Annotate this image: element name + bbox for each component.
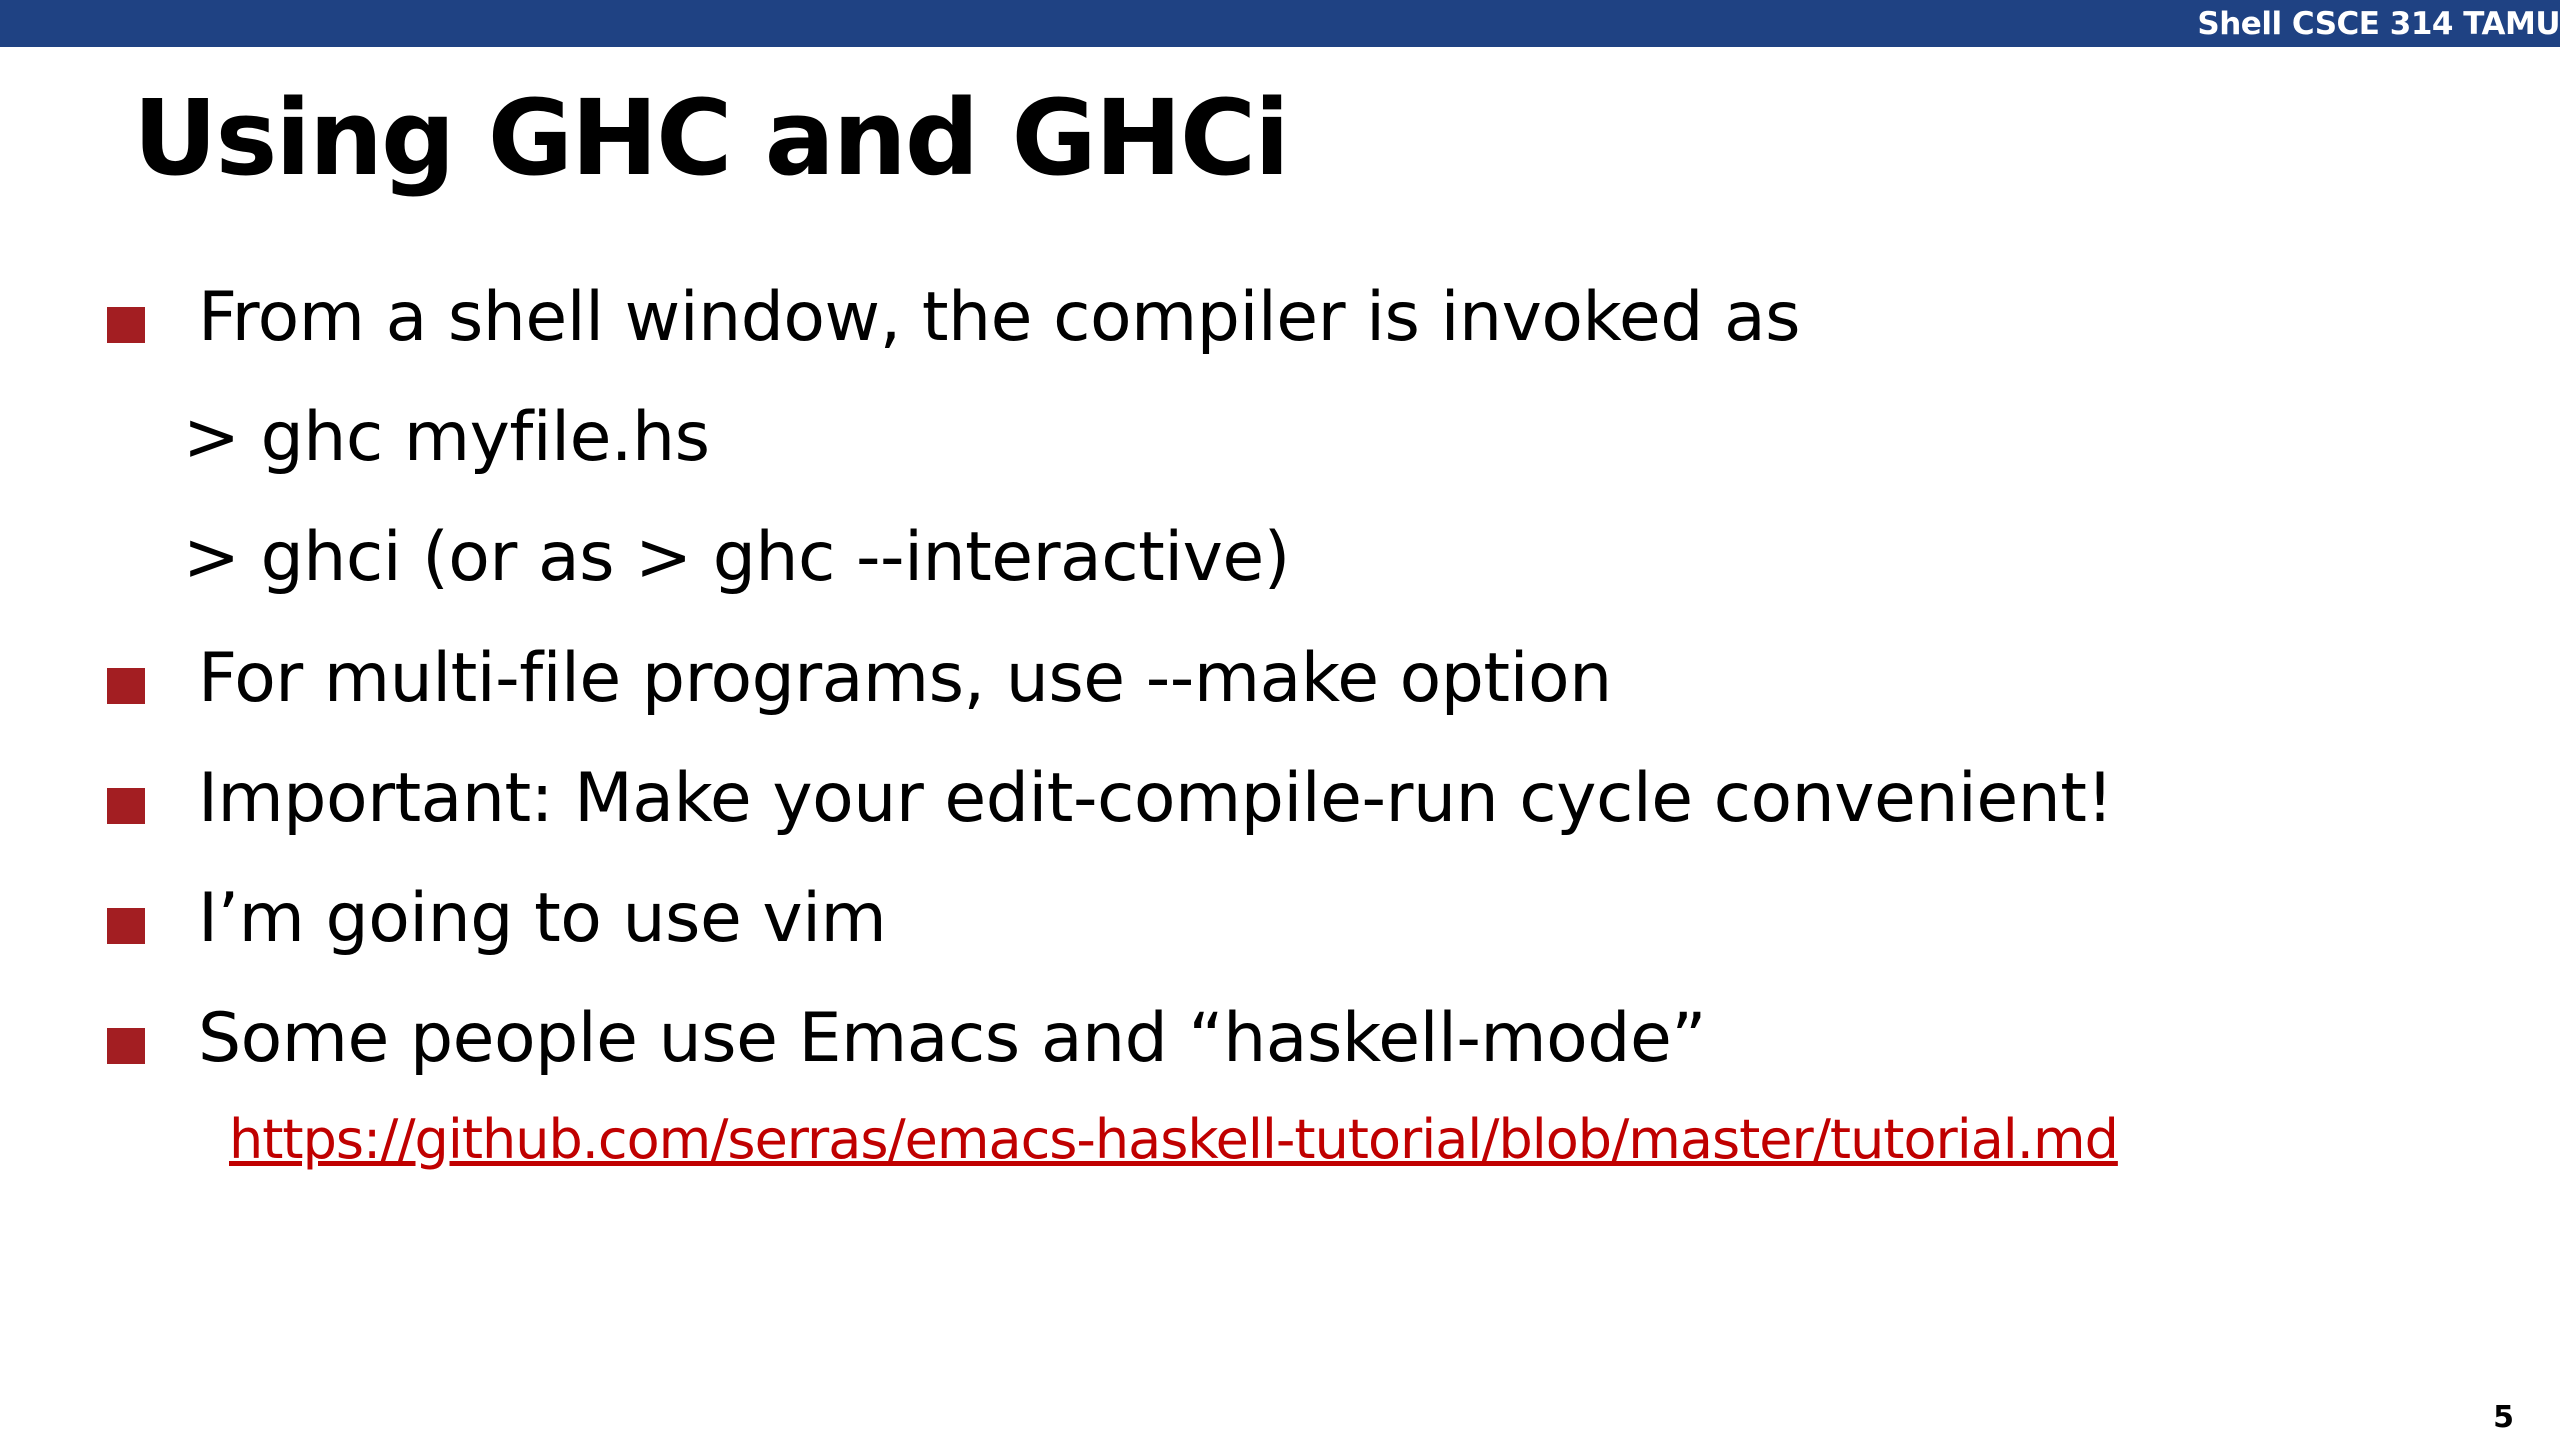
bullet-text-1: From a shell window, the compiler is invoked as bbox=[198, 278, 1801, 357]
command-ghci-line: > ghci (or as > ghc --interactive) bbox=[183, 518, 1290, 597]
page-number: 5 bbox=[2493, 1400, 2514, 1435]
bullet-marker bbox=[107, 908, 145, 944]
emacs-tutorial-link[interactable]: https://github.com/serras/emacs-haskell-tutorial/blob/master/tutorial.md bbox=[229, 1108, 2118, 1171]
bullet-text-5: Some people use Emacs and “haskell-mode” bbox=[198, 999, 1707, 1078]
bullet-marker bbox=[107, 668, 145, 704]
slide-title: Using GHC and GHCi bbox=[133, 77, 1288, 199]
course-label: Shell CSCE 314 TAMU bbox=[2197, 6, 2560, 42]
bullet-text-3: Important: Make your edit-compile-run cycle convenient! bbox=[198, 759, 2114, 838]
bullet-marker bbox=[107, 788, 145, 824]
bullet-text-4: I’m going to use vim bbox=[198, 879, 887, 958]
bullet-marker bbox=[107, 307, 145, 343]
bullet-text-2: For multi-file programs, use --make option bbox=[198, 639, 1612, 718]
top-bar bbox=[0, 0, 2560, 47]
bullet-marker bbox=[107, 1028, 145, 1064]
command-ghc-line: > ghc myfile.hs bbox=[183, 398, 710, 477]
